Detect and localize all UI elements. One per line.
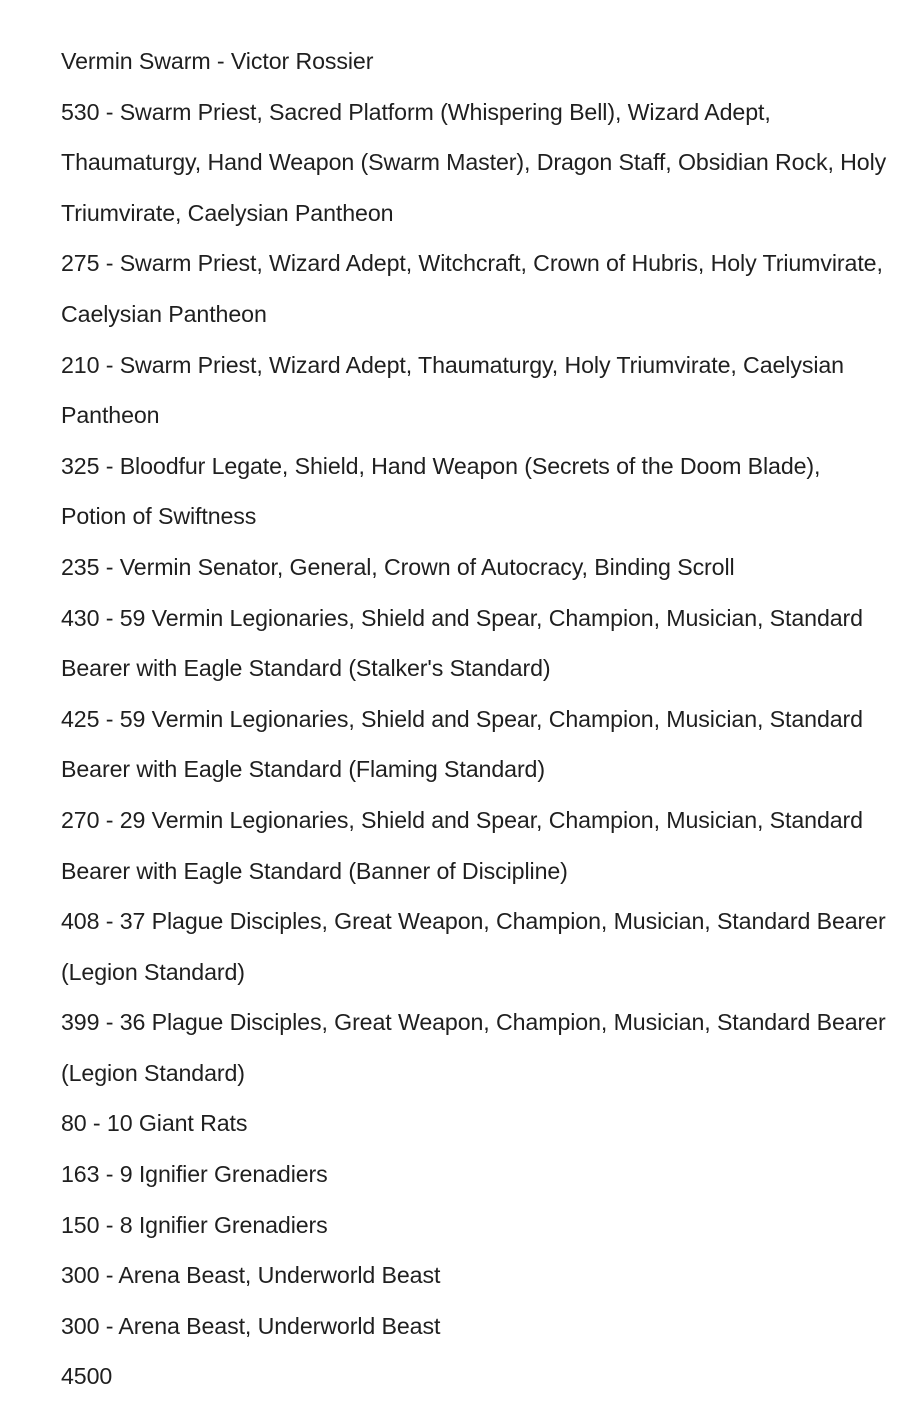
list-entry: 210 - Swarm Priest, Wizard Adept, Thaumaturgy, Holy Triumvirate, Caelysian Pantheon (61, 351, 844, 429)
list-entry: 399 - 36 Plague Disciples, Great Weapon, Champion, Musician, Standard Bearer (Legion Standard) (61, 1009, 886, 1086)
list-entry: 530 - Swarm Priest, Sacred Platform (Whispering Bell), Wizard Adept, Thaumaturgy, Hand Weapon (Swarm Master), Dragon Staff, Obsidian Rock, Holy Triumvirate, Caelysian Pantheon (61, 98, 887, 226)
list-entry: 235 - Vermin Senator, General, Crown of Autocracy, Binding Scroll (61, 553, 735, 580)
list-entry: 275 - Swarm Priest, Wizard Adept, Witchcraft, Crown of Hubris, Holy Triumvirate, Caelysian Pantheon (61, 250, 883, 327)
list-entry: 270 - 29 Vermin Legionaries, Shield and Spear, Champion, Musician, Standard Bearer with Eagle Standard (Banner of Discipline) (61, 806, 863, 884)
list-entry: 325 - Bloodfur Legate, Shield, Hand Weapon (Secrets of the Doom Blade), Potion of Swiftness (61, 452, 821, 530)
points-total: 4500 (61, 1363, 113, 1390)
list-entry: 300 - Arena Beast, Underworld Beast (61, 1262, 441, 1289)
list-entry: 430 - 59 Vermin Legionaries, Shield and Spear, Champion, Musician, Standard Bearer with Eagle Standard (Stalker's Standard) (61, 604, 863, 682)
list-entry: 80 - 10 Giant Rats (61, 1110, 248, 1137)
list-entry: 425 - 59 Vermin Legionaries, Shield and Spear, Champion, Musician, Standard Bearer with Eagle Standard (Flaming Standard) (61, 705, 863, 783)
list-entry: 163 - 9 Ignifier Grenadiers (61, 1161, 328, 1188)
list-entry: 408 - 37 Plague Disciples, Great Weapon, Champion, Musician, Standard Bearer (Legion Standard) (61, 908, 886, 985)
list-entry: 300 - Arena Beast, Underworld Beast (61, 1312, 441, 1339)
army-list-title: Vermin Swarm - Victor Rossier (61, 48, 374, 74)
list-entry: 150 - 8 Ignifier Grenadiers (61, 1211, 328, 1238)
